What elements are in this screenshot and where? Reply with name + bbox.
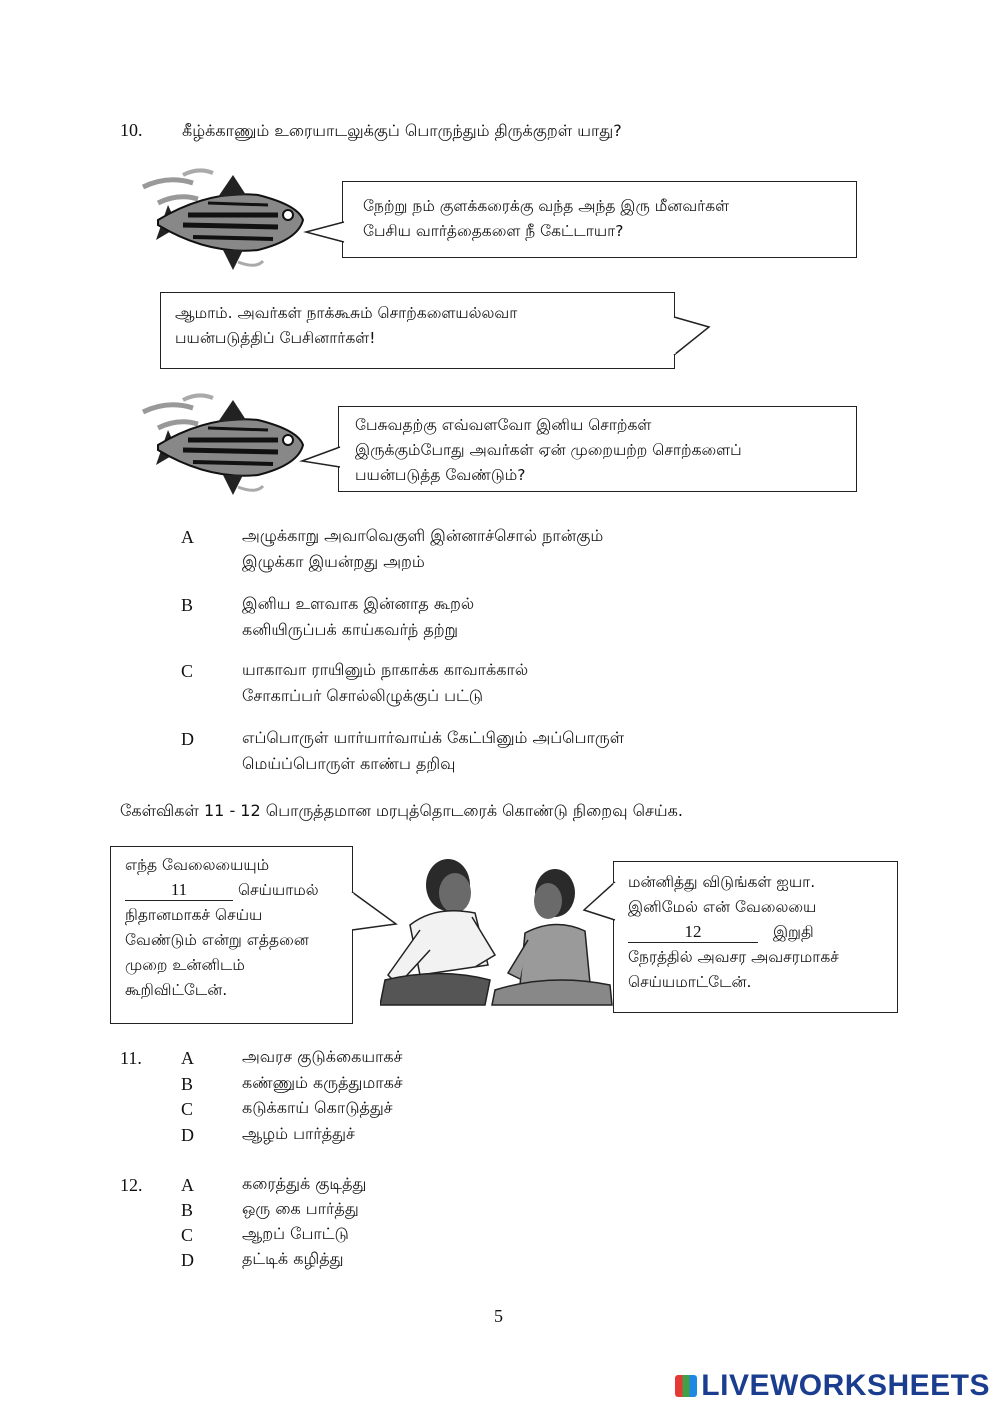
q10-option-d-line-2[interactable]: மெய்ப்பொருள் காண்ப தறிவு — [242, 754, 456, 773]
q11-option-c-letter[interactable]: C — [181, 1099, 194, 1119]
blank-11[interactable]: 11 — [125, 880, 233, 901]
left-bubble-line-4: வேண்டும் என்று எத்தனை — [125, 931, 309, 949]
bubble-3-line-1: பேசுவதற்கு எவ்வளவோ இனிய சொற்கள் — [355, 416, 652, 434]
bubble-3-tail — [300, 445, 342, 475]
bubble-1-tail — [304, 220, 346, 250]
bubble-2-line-2: பயன்படுத்திப் பேசினார்கள்! — [175, 329, 376, 347]
q11-option-d-text[interactable]: ஆழம் பார்த்துச் — [242, 1124, 355, 1143]
question-11-number: 11. — [120, 1048, 142, 1068]
bubble-1-line-2: பேசிய வார்த்தைகளை நீ கேட்டாயா? — [363, 222, 624, 240]
left-bubble-line-2-rest: செய்யாமல் — [237, 881, 319, 899]
left-bubble-line-6: கூறிவிட்டேன். — [125, 981, 228, 999]
bubble-3-line-3: பயன்படுத்த வேண்டும்? — [355, 466, 526, 484]
left-bubble-line-3: நிதானமாகச் செய்ய — [125, 906, 263, 924]
speech-bubble-left — [110, 846, 353, 1024]
q12-option-c-text[interactable]: ஆறப் போட்டு — [242, 1224, 349, 1243]
q10-option-b-letter[interactable]: B — [181, 595, 194, 615]
q12-option-b-text[interactable]: ஒரு கை பார்த்து — [242, 1199, 359, 1218]
q10-option-c-letter[interactable]: C — [181, 661, 194, 681]
q10-option-c-line-2[interactable]: சோகாப்பர் சொல்லிழுக்குப் பட்டு — [242, 686, 484, 705]
blank-12[interactable]: 12 — [628, 922, 758, 943]
question-12-number: 12. — [120, 1175, 143, 1195]
bubble-1-line-1: நேற்று நம் குளக்கரைக்கு வந்த அந்த இரு மீனவர்கள் — [363, 197, 730, 215]
instruction-text: கேள்விகள் 11 - 12 பொருத்தமான மரபுத்தொடரைக் கொண்டு நிறைவு செய்க. — [120, 801, 683, 820]
q12-option-b-letter[interactable]: B — [181, 1200, 194, 1220]
q10-option-a-line-2[interactable]: இழுக்கா இயன்றது அறம் — [242, 552, 425, 571]
fish-icon — [138, 165, 308, 275]
right-bubble-line-4: நேரத்தில் அவசர அவசரமாகச் — [628, 948, 839, 966]
question-10-number: 10. — [120, 120, 143, 140]
speech-bubble-fish-3 — [338, 406, 857, 492]
q12-option-d-letter[interactable]: D — [181, 1250, 194, 1270]
right-bubble-line-1: மன்னித்து விடுங்கள் ஐயா. — [628, 873, 816, 891]
q10-option-d-letter[interactable]: D — [181, 729, 194, 749]
q10-option-a-line-1[interactable]: அழுக்காறு அவாவெகுளி இன்னாச்சொல் நான்கும் — [242, 526, 604, 545]
logo-mark-icon — [675, 1375, 697, 1397]
bubble-3-line-2: இருக்கும்போது அவர்கள் ஏன் முறையற்ற சொற்களைப் — [355, 441, 742, 459]
q12-option-a-text[interactable]: கரைத்துக் குடித்து — [242, 1174, 367, 1193]
question-10-text: கீழ்க்காணும் உரையாடலுக்குப் பொருந்தும் திருக்குறள் யாது? — [182, 121, 622, 140]
q10-option-c-line-1[interactable]: யாகாவா ராயினும் நாகாக்க காவாக்கால் — [242, 660, 529, 679]
speech-bubble-right — [613, 861, 898, 1013]
speech-bubble-fish-2 — [160, 292, 675, 369]
q12-option-c-letter[interactable]: C — [181, 1225, 194, 1245]
speech-bubble-fish-1 — [342, 181, 857, 258]
q12-option-a-letter[interactable]: A — [181, 1175, 194, 1195]
q10-option-a-letter[interactable]: A — [181, 527, 194, 547]
left-bubble-line-2 — [125, 878, 352, 903]
logo-text: LIVEWORKSHEETS — [701, 1369, 990, 1402]
right-bubble-tail — [582, 880, 616, 930]
q10-option-b-line-1[interactable]: இனிய உளவாக இன்னாத கூறல் — [242, 594, 475, 613]
q11-option-c-text[interactable]: கடுக்காய் கொடுத்துச் — [242, 1098, 393, 1117]
q11-option-a-text[interactable]: அவரச குடுக்கையாகச் — [242, 1047, 403, 1066]
q11-option-d-letter[interactable]: D — [181, 1125, 194, 1145]
left-bubble-line-1: எந்த வேலையையும் — [125, 856, 270, 874]
right-bubble-line-2: இனிமேல் என் வேலையை — [628, 898, 817, 916]
q12-option-d-text[interactable]: தட்டிக் கழித்து — [242, 1249, 344, 1268]
left-bubble-line-5: முறை உன்னிடம் — [125, 956, 245, 974]
right-bubble-line-3 — [628, 920, 897, 945]
liveworksheets-logo[interactable] — [675, 1369, 990, 1403]
fish-icon — [138, 390, 308, 500]
q11-option-b-text[interactable]: கண்ணும் கருத்துமாகச் — [242, 1073, 403, 1092]
bubble-2-line-1: ஆமாம். அவர்கள் நாக்கூசும் சொற்களையல்லவா — [175, 304, 518, 322]
q11-option-a-letter[interactable]: A — [181, 1048, 194, 1068]
q11-option-b-letter[interactable]: B — [181, 1074, 194, 1094]
right-bubble-line-5: செய்யமாட்டேன். — [628, 973, 752, 991]
right-bubble-line-3-rest: இறுதி — [772, 923, 814, 941]
q10-option-b-line-2[interactable]: கனியிருப்பக் காய்கவர்ந் தற்று — [242, 620, 459, 639]
bubble-2-tail — [673, 315, 713, 365]
q10-option-d-line-1[interactable]: எப்பொருள் யார்யார்வாய்க் கேட்பினும் அப்பொருள் — [242, 728, 625, 747]
men-talking-illustration — [380, 855, 615, 1015]
page-number: 5 — [494, 1306, 503, 1326]
